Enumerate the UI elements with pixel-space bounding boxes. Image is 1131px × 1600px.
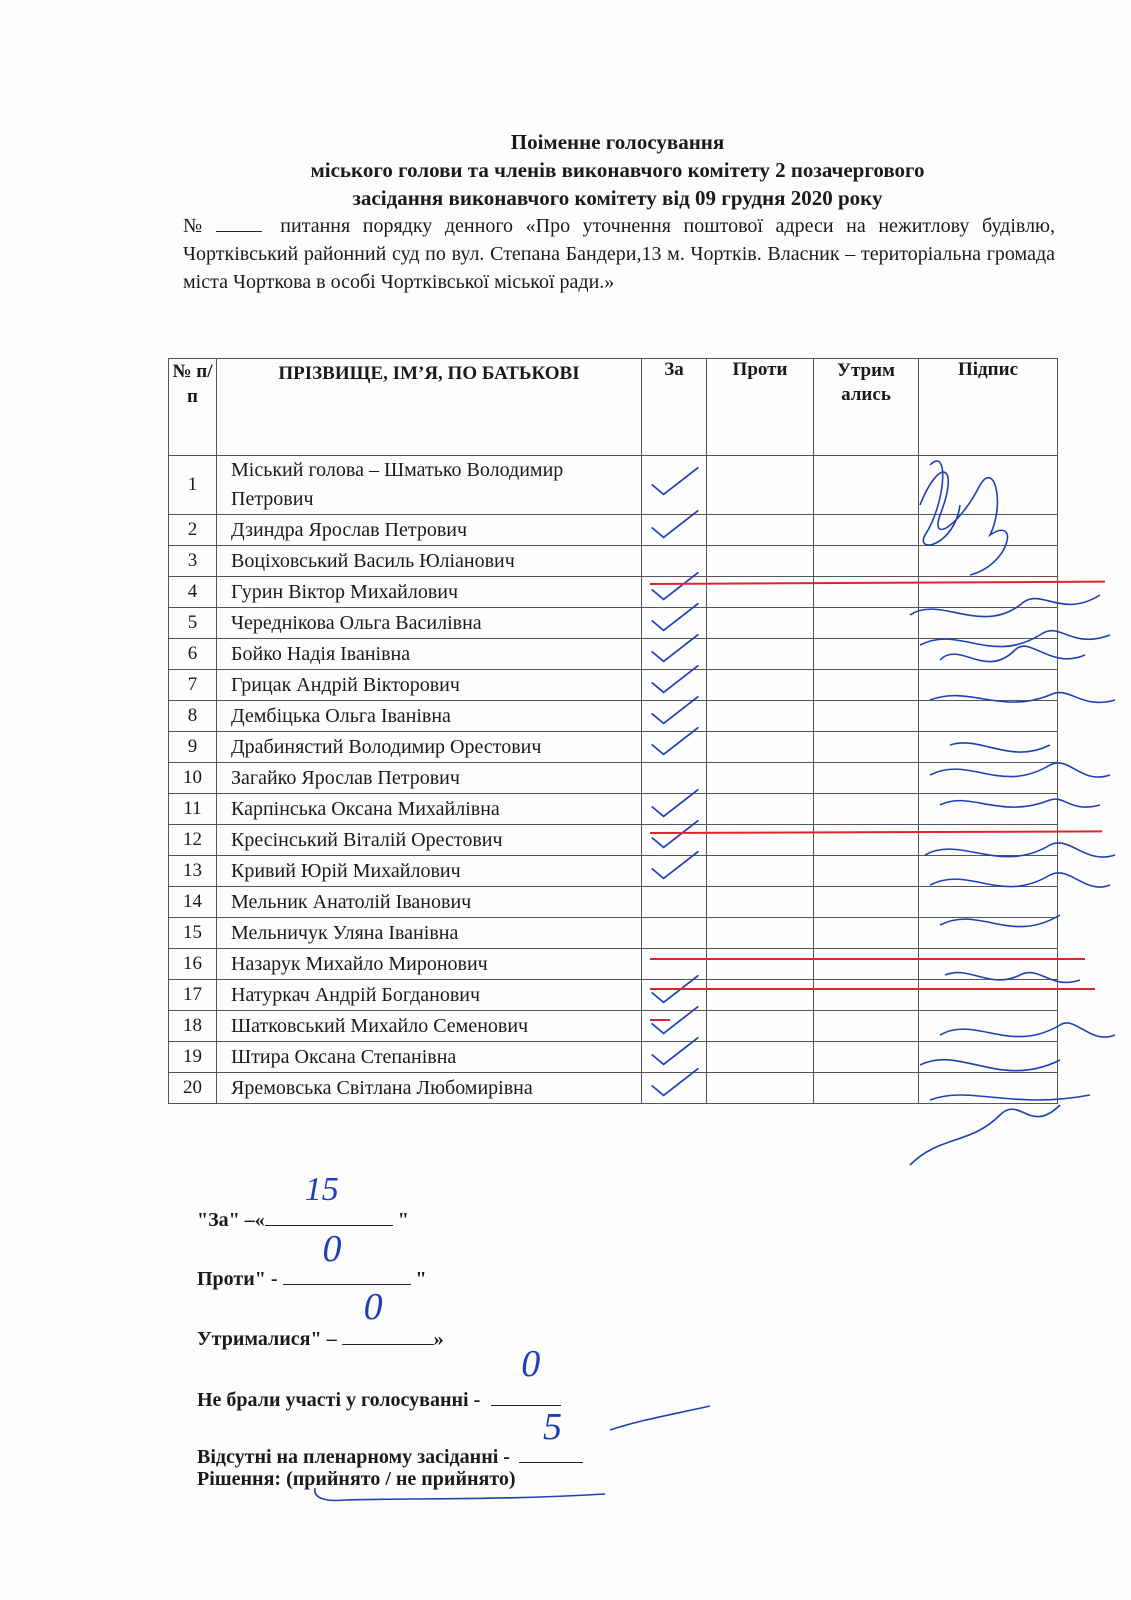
row-number: 9 — [169, 732, 217, 763]
row-number: 20 — [169, 1073, 217, 1104]
document-subtitle: міського голови та членів виконавчого комітету 2 позачергового — [310, 158, 925, 182]
vote-for-cell — [642, 456, 707, 515]
member-name: Дзиндра Ярослав Петрович — [217, 515, 642, 546]
item-number-blank — [216, 213, 262, 232]
vote-against-cell — [707, 763, 814, 794]
vote-for-cell — [642, 515, 707, 546]
agenda-item-description — [183, 212, 1055, 296]
checkmark-icon — [646, 848, 704, 886]
member-name: Міський голова – Шматько Володимир Петрович — [217, 456, 642, 515]
vote-against-cell — [707, 608, 814, 639]
result-for-handwritten-value: 15 — [304, 1171, 339, 1208]
row-number: 6 — [169, 639, 217, 670]
decision-value: (прийнято / не прийнято) — [286, 1468, 516, 1490]
vote-against-cell — [707, 887, 814, 918]
vote-for-cell — [642, 856, 707, 887]
checkmark-icon — [646, 1065, 704, 1103]
result-for-blank — [265, 1171, 393, 1226]
row-number: 3 — [169, 546, 217, 577]
result-against-label: Проти" - — [197, 1268, 278, 1290]
result-abstained-label: Утрималися" – — [197, 1328, 337, 1350]
vote-against-cell — [707, 856, 814, 887]
vote-against-cell — [707, 1042, 814, 1073]
vote-against-cell — [707, 949, 814, 980]
vote-against-cell — [707, 732, 814, 763]
row-number: 10 — [169, 763, 217, 794]
meeting-date-line: засідання виконавчого комітету від 09 грудня 2020 року — [352, 186, 883, 210]
result-for-label: "За" –« — [197, 1209, 265, 1231]
row-number: 1 — [169, 456, 217, 515]
row-number: 2 — [169, 515, 217, 546]
header-against: Проти — [707, 359, 814, 456]
member-name: Кривий Юрій Михайлович — [217, 856, 642, 887]
header-signature: Підпис — [919, 359, 1058, 456]
result-not-voted-handwritten-value: 0 — [521, 1343, 541, 1385]
result-abstained-handwritten-value: 0 — [363, 1286, 383, 1328]
header-full-name: ПРІЗВИЩЕ, ІМ’Я, ПО БАТЬКОВІ — [217, 359, 642, 456]
row-number: 13 — [169, 856, 217, 887]
result-not-voted-blank — [491, 1343, 561, 1406]
vote-against-cell — [707, 701, 814, 732]
member-name: Мельник Анатолій Іванович — [217, 887, 642, 918]
vote-against-cell — [707, 546, 814, 577]
vote-against-cell — [707, 515, 814, 546]
checkmark-icon — [646, 507, 704, 545]
header-abstained: Утрим ались — [814, 359, 919, 456]
member-name: Мельничук Уляна Іванівна — [217, 918, 642, 949]
result-against-blank — [283, 1228, 411, 1285]
vote-against-cell — [707, 1011, 814, 1042]
result-abstained-close: » — [433, 1328, 444, 1350]
vote-against-cell — [707, 670, 814, 701]
strike-line-row-15 — [650, 988, 1095, 990]
vote-against-cell — [707, 825, 814, 856]
agenda-item-text: питання порядку денного «Про уточнення поштової адреси на нежитлову будівлю, Чортківський районний суд по вул. Степана Бандери,13 м. Чортків. Власник – територіальна громада міста Чорткова в особі Чортківської міської ради.» — [183, 215, 1055, 293]
result-against-close: " — [415, 1268, 427, 1290]
vote-for-cell — [642, 732, 707, 763]
strike-line-row-14 — [650, 958, 1085, 960]
member-name: Натуркач Андрій Богданович — [217, 980, 642, 1011]
row-number: 16 — [169, 949, 217, 980]
header-number: № п/п — [169, 359, 217, 456]
checkmark-icon — [646, 464, 704, 502]
result-abstained-blank — [342, 1286, 434, 1345]
decision-underline — [305, 1478, 615, 1508]
member-name: Карпінська Оксана Михайлівна — [217, 794, 642, 825]
member-name: Воціховський Василь Юліанович — [217, 546, 642, 577]
result-against-handwritten-value: 0 — [322, 1228, 342, 1270]
vote-against-cell — [707, 577, 814, 608]
member-name: Череднікова Ольга Василівна — [217, 608, 642, 639]
vote-for-cell — [642, 887, 707, 918]
member-name: Бойко Надія Іванівна — [217, 639, 642, 670]
header-for: За — [642, 359, 707, 456]
vote-against-cell — [707, 918, 814, 949]
member-name: Гурин Віктор Михайлович — [217, 577, 642, 608]
result-absent-blank — [519, 1406, 583, 1463]
table-header-row — [169, 359, 1058, 456]
row-number: 19 — [169, 1042, 217, 1073]
row-number: 17 — [169, 980, 217, 1011]
row-number: 5 — [169, 608, 217, 639]
checkmark-icon — [646, 724, 704, 762]
result-abstained — [197, 1286, 444, 1352]
row-number: 18 — [169, 1011, 217, 1042]
member-name: Дембіцька Ольга Іванівна — [217, 701, 642, 732]
signatures-handwritten — [900, 445, 1120, 1175]
vote-for-cell — [642, 918, 707, 949]
result-not-voted — [197, 1343, 561, 1413]
member-name: Кресінський Віталій Орестович — [217, 825, 642, 856]
result-absent-label: Відсутні на пленарному засіданні - — [197, 1446, 510, 1468]
row-number: 15 — [169, 918, 217, 949]
member-name: Грицак Андрій Вікторович — [217, 670, 642, 701]
result-not-voted-label: Не брали участі у голосуванні - — [197, 1389, 481, 1411]
member-name: Штира Оксана Степанівна — [217, 1042, 642, 1073]
strike-line-row-16 — [650, 1019, 670, 1021]
vote-against-cell — [707, 1073, 814, 1104]
vote-against-cell — [707, 639, 814, 670]
decision-label: Рішення: — [197, 1468, 282, 1490]
row-number: 14 — [169, 887, 217, 918]
document-title: Поіменне голосування — [510, 130, 725, 154]
row-number: 4 — [169, 577, 217, 608]
row-number: 12 — [169, 825, 217, 856]
result-for — [197, 1171, 409, 1233]
member-name: Назарук Михайло Миронович — [217, 949, 642, 980]
vote-against-cell — [707, 980, 814, 1011]
member-name: Яремовська Світлана Любомирівна — [217, 1073, 642, 1104]
row-number: 8 — [169, 701, 217, 732]
member-name: Драбинястий Володимир Орестович — [217, 732, 642, 763]
handwritten-strokes — [600, 1400, 720, 1510]
member-name: Шатковський Михайло Семенович — [217, 1011, 642, 1042]
member-name: Загайко Ярослав Петрович — [217, 763, 642, 794]
vote-against-cell — [707, 794, 814, 825]
row-number: 11 — [169, 794, 217, 825]
result-for-close: " — [397, 1209, 409, 1231]
item-number-sign: № — [183, 215, 210, 237]
vote-for-cell — [642, 1073, 707, 1104]
vote-against-cell — [707, 456, 814, 515]
row-number: 7 — [169, 670, 217, 701]
result-against — [197, 1228, 427, 1292]
result-absent-handwritten-value: 5 — [542, 1406, 562, 1448]
